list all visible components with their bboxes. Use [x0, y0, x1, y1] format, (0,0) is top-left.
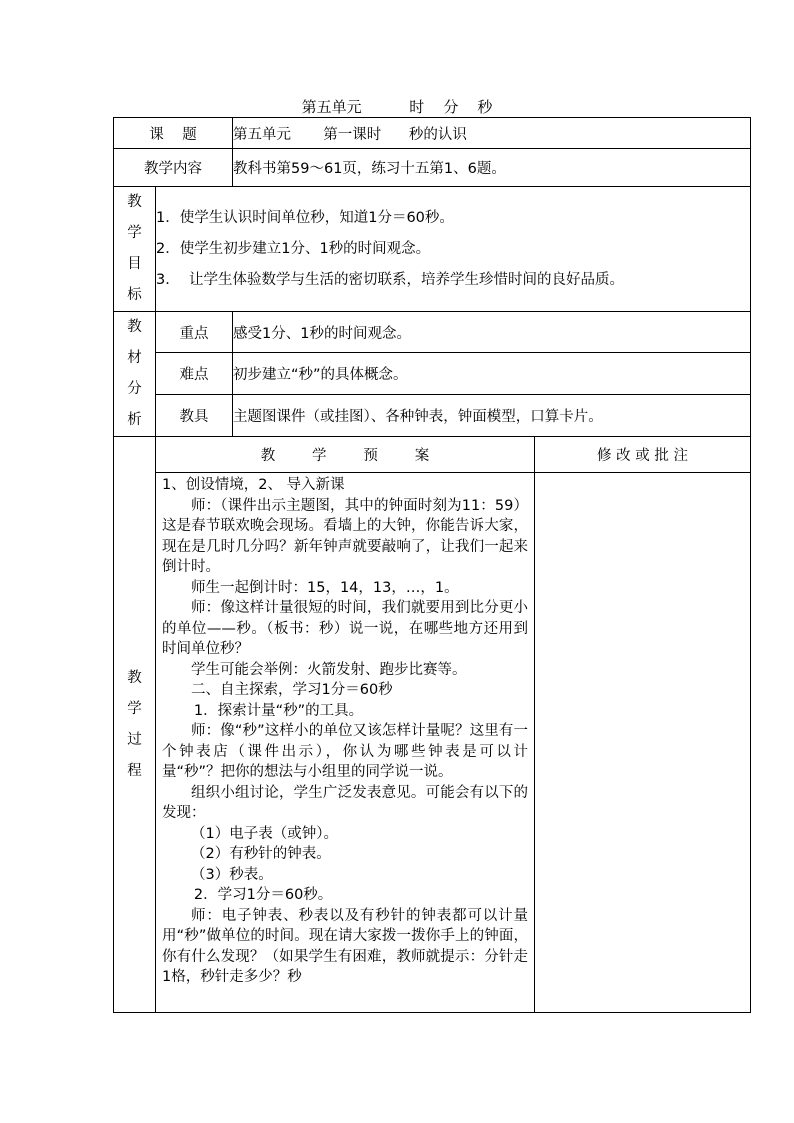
plan-paragraph: 师：电子钟表、秒表以及有秒针的钟表都可以计量用“秒”做单位的时间。现在请大家拨一拨你手上的钟面，你有什么发现？（如果学生有困难，教师就提示：分针走1格，秒针走多少？秒 — [162, 907, 529, 985]
plan-paragraph: （2）有秒针的钟表。 — [191, 846, 331, 862]
plan-paragraph: 组织小组讨论，学生广泛发表意见。可能会有以下的发现： — [162, 784, 529, 821]
difficulty-row — [114, 353, 751, 395]
analysis-label: 教 材 分 析 — [114, 312, 156, 437]
plan-paragraph: 二、自主探索，学习1分＝60秒 — [191, 682, 393, 698]
plan-paragraph: （3）秒表。 — [191, 866, 273, 883]
goal-item: 3． 让学生体验数学与生活的密切联系，培养学生珍惜时间的良好品质。 — [156, 271, 624, 288]
key-point-row — [114, 312, 751, 353]
key-point-label: 重点 — [156, 312, 233, 353]
tools-value: 主题图课件（或挂图）、各种钟表，钟面模型，口算卡片。 — [233, 395, 751, 437]
plan-paragraph: 1．探索计量“秒”的工具。 — [193, 702, 364, 719]
plan-paragraph: 师：像“秒”这样小的单位又该怎样计量呢？这里有一个钟表店（课件出示），你认为哪些钟表是可以计量“秒”？把你的想法与小组里的同学说一说。 — [162, 723, 529, 780]
plan-paragraph: （1）电子表（或钟）。 — [191, 825, 338, 842]
plan-paragraph: 学生可能会举例：火箭发射、跑步比赛等。 — [191, 661, 467, 678]
plan-paragraph: 师：像这样计量很短的时间，我们就要用到比分更小的单位——秒。（板书：秒）说一说，在哪些地方还用到时间单位秒？ — [162, 600, 529, 657]
tools-row — [114, 395, 751, 437]
plan-paragraph: 师：（课件出示主题图，其中的钟面时刻为11：59）这是春节联欢晚会现场。看墙上的大钟，你能告诉大家，现在是几时几分吗？新年钟声就要敲响了，让我们一起来倒计时。 — [162, 497, 529, 575]
content-row — [114, 149, 751, 187]
goals-row — [114, 187, 751, 312]
notes-header: 修 改 或 批 注 — [535, 437, 751, 473]
key-point-value: 感受1分、1秒的时间观念。 — [233, 312, 751, 353]
notes-body — [535, 473, 751, 1013]
topic-label: 课 题 — [114, 118, 233, 149]
difficulty-label: 难点 — [156, 353, 233, 395]
content-value: 教科书第59～61页，练习十五第1、6题。 — [233, 149, 751, 187]
goals-label: 教 学 目 标 — [114, 187, 156, 312]
tools-label: 教具 — [156, 395, 233, 437]
plan-body — [156, 473, 535, 1013]
content-label: 教学内容 — [114, 149, 233, 187]
process-header-row — [114, 437, 751, 473]
process-body-row — [114, 473, 751, 1013]
plan-paragraph: 2．学习1分＝60秒。 — [193, 887, 333, 903]
process-label: 教 学 过 程 — [114, 437, 156, 1013]
goal-item: 2．使学生初步建立1分、1秒的时间观念。 — [156, 240, 431, 257]
plan-paragraph: 师生一起倒计时：15，14，13，…，1。 — [191, 579, 459, 596]
plan-header: 教 学 预 案 — [156, 437, 535, 473]
topic-row — [114, 118, 751, 149]
goals-list — [156, 187, 751, 312]
lesson-plan-table — [113, 117, 751, 1013]
topic-value: 第五单元 第一课时 秒的认识 — [233, 118, 751, 149]
plan-paragraph: 1、创设情境，2、 导入新课 — [162, 477, 345, 493]
document-title: 第五单元 时 分 秒 — [301, 98, 493, 116]
goal-item: 1．使学生认识时间单位秒，知道1分＝60秒。 — [156, 209, 454, 226]
difficulty-value: 初步建立“秒”的具体概念。 — [233, 353, 751, 395]
